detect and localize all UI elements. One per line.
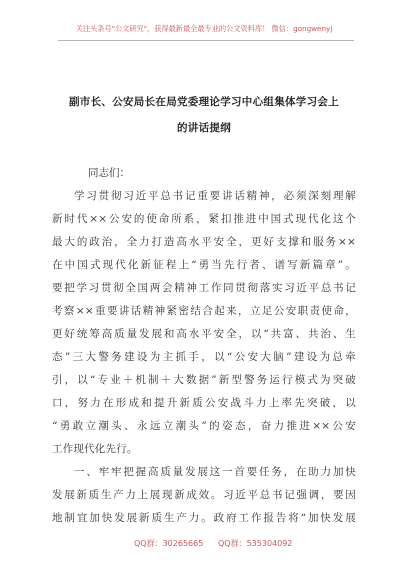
body-line: 工作现代化先行。 <box>52 443 138 455</box>
body-line: 态”三大警务建设为主抓手，以“公安大脑”建设为总牵 <box>52 351 356 363</box>
body-line: 最大的政治，全力打造高水平安全，更好支撑和服务×× <box>52 236 356 248</box>
header-rule <box>58 40 354 41</box>
body-line: 要把学习贯彻全国两会精神工作同贯彻落实习近平总书记 <box>52 282 356 294</box>
body-line: 口，努力在形成和提升新质公安战斗力上率先突破，以 <box>52 397 356 409</box>
body-line: 地制宜加快发展新质生产力。政府工作报告将“加快发展 <box>52 512 356 524</box>
footer-qq-group-1: QQ群：30265665 <box>134 539 204 548</box>
body-line: 更好统筹高质量发展和高水平安全，以“共富、共治、生 <box>52 328 356 340</box>
body-line: 考察××重要讲话精神紧密结合起来，立足公安职责使命， <box>52 305 356 317</box>
body-line: 发展新质生产力上展现新成效。习近平总书记强调，要因 <box>52 489 356 501</box>
document-title-line-1: 副市长、公安局长在局党委理论学习中心组集体学习会上 <box>69 96 339 108</box>
body-line: 引，以“专业＋机制＋大数据”新型警务运行模式为突破 <box>52 374 356 386</box>
greeting: 同志们： <box>88 167 130 179</box>
document-title-line-2: 的讲话提纲 <box>177 122 231 134</box>
body-line: “勇敢立潮头、永远立潮头”的姿态，奋力推进××公安 <box>52 420 356 432</box>
body-line: 新时代××公安的使命所系，紧扣推进中国式现代化这个 <box>52 213 356 225</box>
body-line: 学习贯彻习近平总书记重要讲话精神，必须深刻理解 <box>74 190 356 202</box>
header-notice: 关注头条号"公文研究"，获得最新最全最专业的公文资料库！ 微信：gongwenyj <box>75 24 333 33</box>
body-line: 在中国式现代化新征程上“勇当先行者、谱写新篇章”。 <box>52 259 356 271</box>
body-line: 一、牢牢把握高质量发展这一首要任务，在助力加快 <box>74 466 356 478</box>
footer-qq-group-2: QQ群：535304092 <box>218 539 293 548</box>
